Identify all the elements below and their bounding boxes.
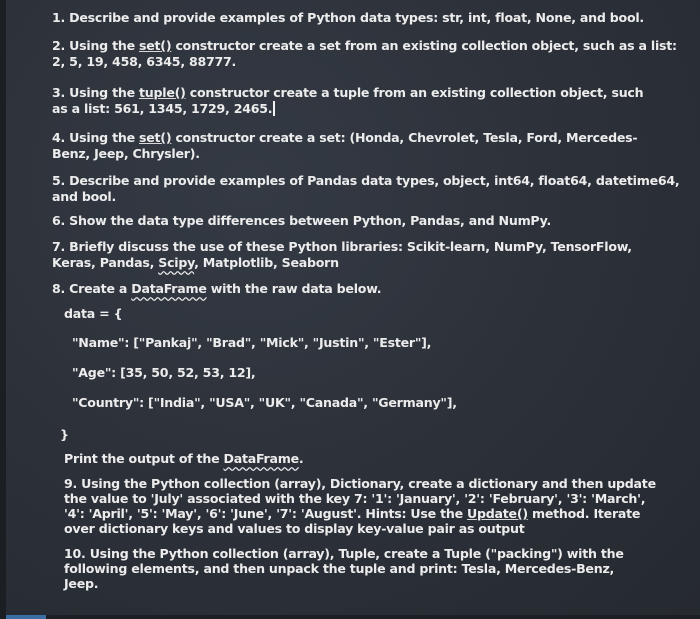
taskbar-accent <box>6 615 46 619</box>
code-open-line: data = { <box>64 306 123 321</box>
update-method-link: Update() <box>467 506 528 521</box>
question-9: 9. Using the Python collection (array), Dictionary, create a dictionary and then update the value to 'July' associated with the key 7: '1': 'January', '2': 'February', '3': 'March', '4': 'April', '5': 'May', '6': 'June', '7': 'August'. Hints: Use the Update() method. Iterate over dictionary keys and values to display key-value pair as output <box>64 476 656 536</box>
question-3: 3. Using the tuple() constructor create a tuple from an existing collection object, such as a list: 561, 1345, 1729, 2465. <box>52 85 644 116</box>
scipy-word: Scipy <box>158 255 195 270</box>
print-instruction: Print the output of the DataFrame. <box>64 451 304 466</box>
dataframe-word: DataFrame <box>131 281 207 296</box>
question-1: 1. Describe and provide examples of Python data types: str, int, float, None, and bool. <box>52 10 644 25</box>
taskbar-strip <box>6 615 700 619</box>
set-constructor-link: set() <box>139 130 172 145</box>
question-2: 2. Using the set() constructor create a set from an existing collection object, such as a list: 2, 5, 19, 458, 6345, 88777. <box>52 38 677 69</box>
code-age-line: "Age": [35, 50, 52, 53, 12], <box>72 365 256 380</box>
question-6: 6. Show the data type differences between Python, Pandas, and NumPy. <box>52 213 551 228</box>
assignment-document <box>52 4 692 591</box>
code-country-line: "Country": ["India", "USA", "UK", "Canada", "Germany"], <box>72 395 457 410</box>
question-10: 10. Using the Python collection (array), Tuple, create a Tuple ("packing") with the following elements, and then unpack the tuple and print: Tesla, Mercedes-Benz, Jeep. <box>64 546 624 591</box>
question-4: 4. Using the set() constructor create a set: (Honda, Chevrolet, Tesla, Ford, Mercedes-Benz, Jeep, Chrysler). <box>52 130 638 161</box>
tuple-constructor-link: tuple() <box>139 85 186 100</box>
code-close-line: } <box>60 427 69 442</box>
question-8: 8. Create a DataFrame with the raw data below. <box>52 281 382 296</box>
set-constructor-link: set() <box>139 38 172 53</box>
dataframe-word: DataFrame <box>223 451 299 466</box>
question-7: 7. Briefly discuss the use of these Python libraries: Scikit-learn, NumPy, TensorFlow, Keras, Pandas, Scipy, Matplotlib, Seaborn <box>52 239 632 270</box>
code-name-line: "Name": ["Pankaj", "Brad", "Mick", "Justin", "Ester"], <box>72 335 432 350</box>
question-5: 5. Describe and provide examples of Pandas data types, object, int64, float64, datetime64, and bool. <box>52 173 680 204</box>
text-cursor <box>273 101 275 116</box>
